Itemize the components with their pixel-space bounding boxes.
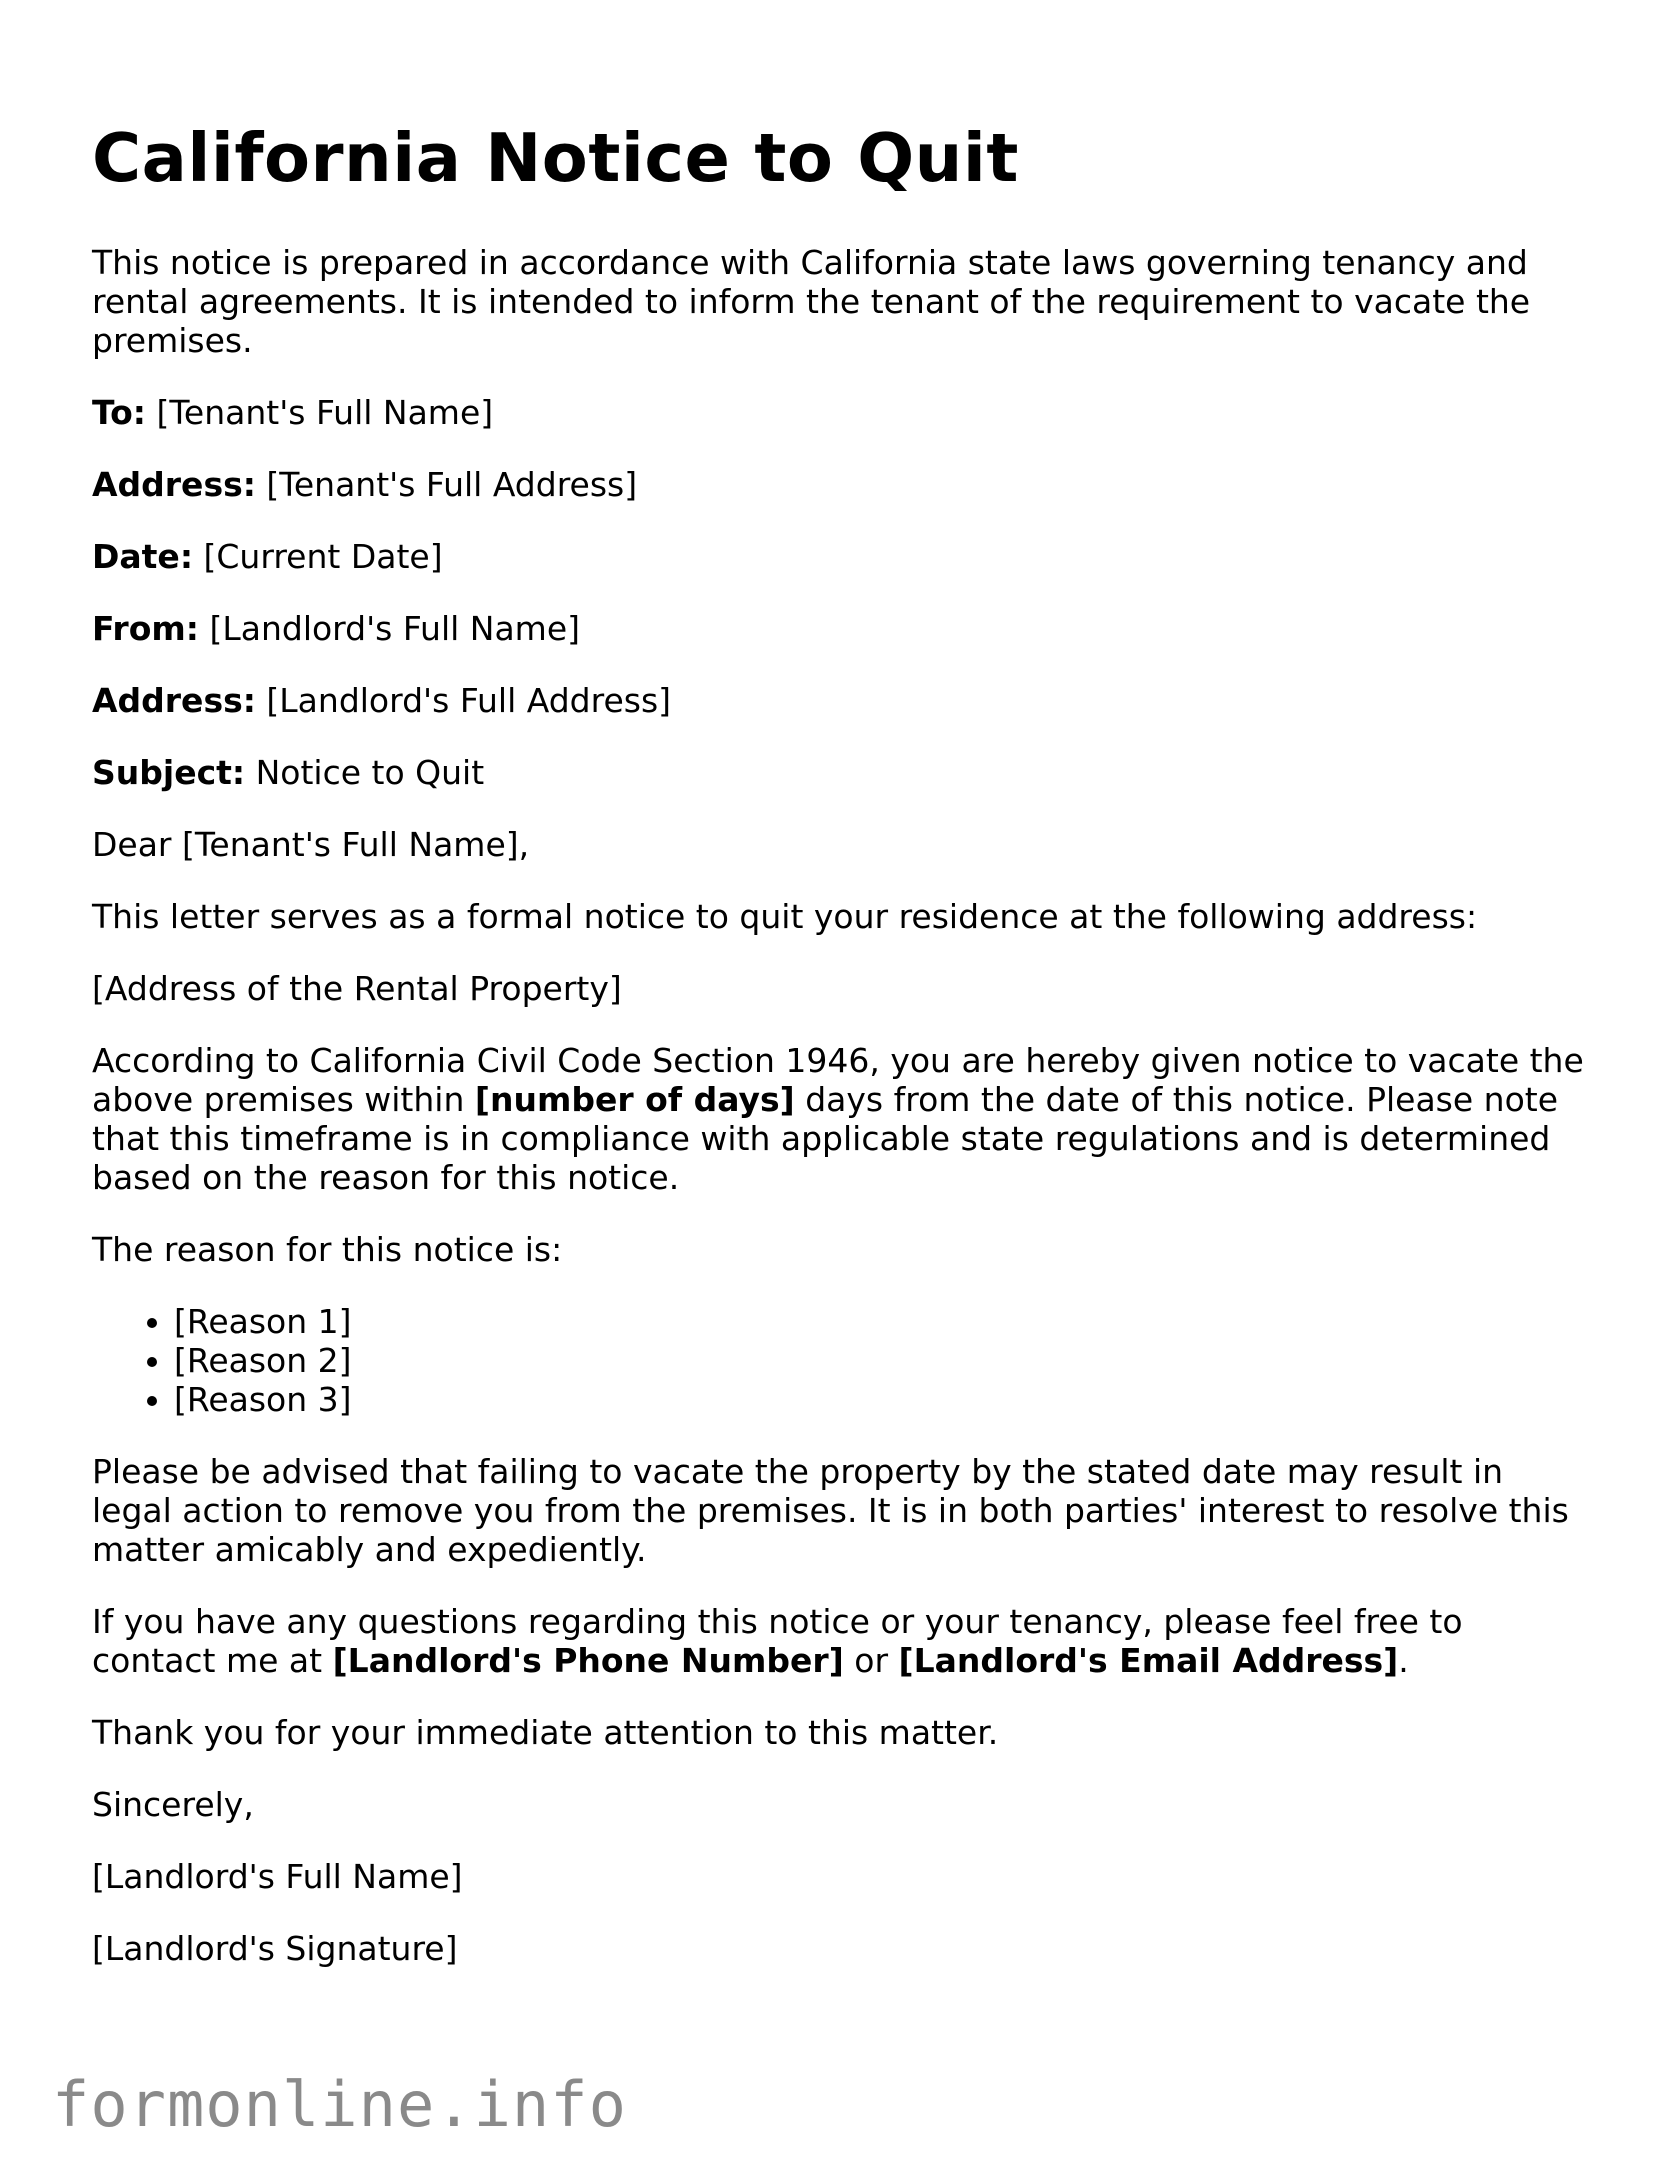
- reason-intro: The reason for this notice is:: [92, 1230, 563, 1269]
- contact-paragraph: [92, 1602, 1592, 1680]
- intro-paragraph: This notice is prepared in accordance with California state laws governing tenancy and rental agreements. It is intended to inform the tenant of the requirement to vacate the premises.: [92, 243, 1531, 360]
- rental-property-address: [Address of the Rental Property]: [92, 969, 622, 1008]
- advisory-paragraph: Please be advised that failing to vacate the property by the stated date may result in legal action to remove you from the premises. It is in both parties' interest to resolve this matter amicably and expediently.: [92, 1452, 1569, 1569]
- page-title: California Notice to Quit: [92, 119, 1019, 197]
- civil-code-after: days from the date of this notice. Please note that this timeframe is in compliance with applicable state regulations and is determined based on the reason for this notice.: [92, 1080, 1559, 1197]
- watermark: formonline.info: [52, 2068, 627, 2141]
- field-from-value: [Landlord's Full Name]: [209, 609, 581, 648]
- landlord-phone: [Landlord's Phone Number]: [332, 1641, 844, 1680]
- list-item: • [Reason 3]: [174, 1380, 1592, 1419]
- reasons-list: [92, 1302, 1592, 1419]
- field-landlord-address-label: Address:: [92, 681, 256, 720]
- contact-before: If you have any questions regarding this notice or your tenancy, please feel free to contact me at: [92, 1602, 1463, 1680]
- field-tenant-address: [92, 465, 1592, 504]
- field-from-label: From:: [92, 609, 199, 648]
- serves-notice-paragraph: This letter serves as a formal notice to quit your residence at the following address:: [92, 897, 1478, 936]
- field-subject: [92, 753, 1592, 792]
- signoff-signature: [Landlord's Signature]: [92, 1929, 458, 1968]
- civil-code-paragraph: [92, 1041, 1592, 1197]
- salutation: Dear [Tenant's Full Name],: [92, 825, 530, 864]
- field-date-value: [Current Date]: [203, 537, 443, 576]
- signoff-name: [Landlord's Full Name]: [92, 1857, 463, 1896]
- field-to: [92, 393, 1592, 432]
- field-subject-label: Subject:: [92, 753, 246, 792]
- field-to-label: To:: [92, 393, 146, 432]
- thanks-paragraph: Thank you for your immediate attention to this matter.: [92, 1713, 999, 1752]
- field-from: [92, 609, 1592, 648]
- document-page: [92, 118, 1592, 2001]
- field-subject-value: Notice to Quit: [255, 753, 485, 792]
- field-tenant-address-label: Address:: [92, 465, 256, 504]
- field-to-value: [Tenant's Full Name]: [156, 393, 494, 432]
- field-landlord-address-value: [Landlord's Full Address]: [266, 681, 672, 720]
- landlord-email: [Landlord's Email Address]: [898, 1641, 1399, 1680]
- field-date-label: Date:: [92, 537, 194, 576]
- list-item: • [Reason 1]: [174, 1302, 1592, 1341]
- field-landlord-address: [92, 681, 1592, 720]
- field-tenant-address-value: [Tenant's Full Address]: [266, 465, 638, 504]
- civil-code-before: According to California Civil Code Section 1946, you are hereby given notice to vacate the above premises within: [92, 1041, 1584, 1119]
- closing: Sincerely,: [92, 1785, 254, 1824]
- number-of-days: [number of days]: [474, 1080, 795, 1119]
- field-date: [92, 537, 1592, 576]
- contact-after: .: [1398, 1641, 1409, 1680]
- contact-middle: or: [854, 1641, 889, 1680]
- list-item: • [Reason 2]: [174, 1341, 1592, 1380]
